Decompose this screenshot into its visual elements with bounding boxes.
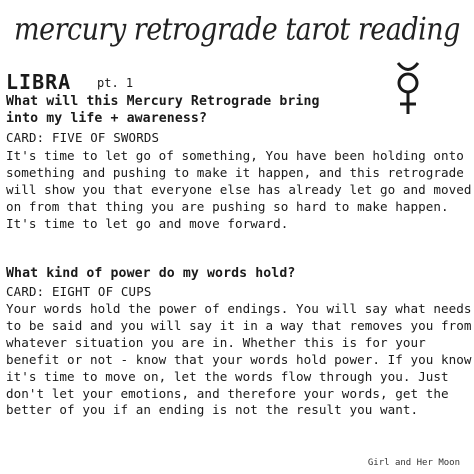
- part-label: pt. 1: [97, 76, 134, 90]
- card-1: CARD: FIVE OF SWORDS: [6, 130, 160, 145]
- card-2: CARD: EIGHT OF CUPS: [6, 284, 152, 299]
- question-1: What will this Mercury Retrograde bring into my life + awareness?: [6, 94, 320, 126]
- mercury-symbol-icon: [390, 60, 426, 120]
- answer-1: It's time to let go of something, You have been holding onto something and pushing to make it happen, and this retrograde will show you that everyone else has already let go and moved on from that thing you are pushing so hard to make happen. It's time to let go and move forward.: [6, 148, 472, 231]
- credit: Girl and Her Moon: [367, 458, 460, 468]
- answer-2: Your words hold the power of endings. You will say what needs to be said and you will say it in a way that removes you from whatever situation you are in. Whether this is for your benefit or not - know that your words hold power. If you know it's time to move on, let the words flow through you. Just don't let your emotions, and therefore your words, get the better of you if an ending is not the result you want.: [6, 301, 472, 418]
- page-title: mercury retrograde tarot reading: [14, 11, 460, 48]
- question-2: What kind of power do my words hold?: [6, 266, 296, 281]
- zodiac-sign: LIBRA: [6, 70, 72, 94]
